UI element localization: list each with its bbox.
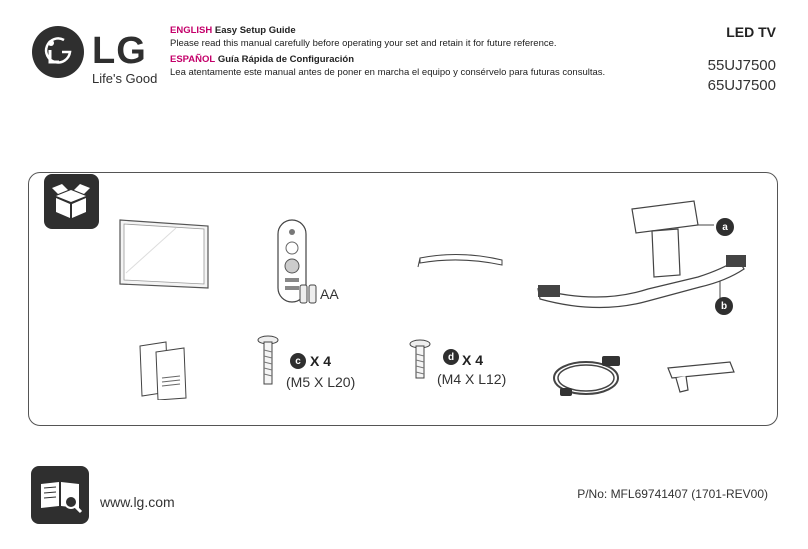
website-url[interactable]: www.lg.com — [100, 494, 175, 510]
lg-logo-mark — [32, 26, 84, 78]
spanish-heading — [170, 53, 354, 66]
spanish-text: Lea atentamente este manual antes de poner en marcha el equipo y consérvelo para futuras consultas. — [170, 67, 606, 78]
part-number: P/No: MFL69741407 (1701-REV00) — [577, 487, 768, 501]
lg-face-icon — [32, 26, 84, 78]
screw-c-spec: (M5 X L20) — [286, 374, 356, 390]
cable-guide-illustration — [664, 356, 740, 396]
screw-d-spec: (M4 X L12) — [437, 371, 507, 387]
model-65: 65UJ7500 — [707, 77, 776, 94]
english-text: Please read this manual carefully before operating your set and retain it for future reference. — [170, 38, 557, 49]
battery-label: AA — [320, 286, 339, 302]
english-heading — [170, 24, 296, 37]
product-type: LED TV — [726, 24, 776, 40]
manual-search-icon — [31, 466, 89, 524]
screw-d-illustration — [408, 338, 432, 382]
screw-c-illustration — [256, 334, 280, 386]
spanish-label: ESPAÑOL — [170, 54, 216, 65]
model-55: 55UJ7500 — [707, 57, 776, 74]
box-open-icon — [44, 174, 99, 229]
battery-icon — [299, 282, 319, 304]
english-title: Easy Setup Guide — [214, 25, 296, 36]
screw-d-badge: d — [443, 349, 459, 365]
manuals-illustration — [136, 338, 192, 400]
logo-text: LG — [92, 30, 147, 72]
power-cord-illustration — [550, 350, 630, 402]
english-label: ENGLISH — [170, 25, 213, 36]
stand-part-a-badge: a — [716, 218, 734, 236]
screw-d-qty: X 4 — [462, 352, 484, 368]
cable-holder-illustration — [414, 248, 506, 270]
screw-c-badge: c — [290, 353, 306, 369]
stand-part-b-badge: b — [715, 297, 733, 315]
screw-c-qty: X 4 — [310, 353, 332, 369]
spanish-title: Guía Rápida de Configuración — [217, 54, 355, 65]
slogan: Life's Good — [92, 71, 158, 86]
tv-illustration — [116, 218, 212, 292]
